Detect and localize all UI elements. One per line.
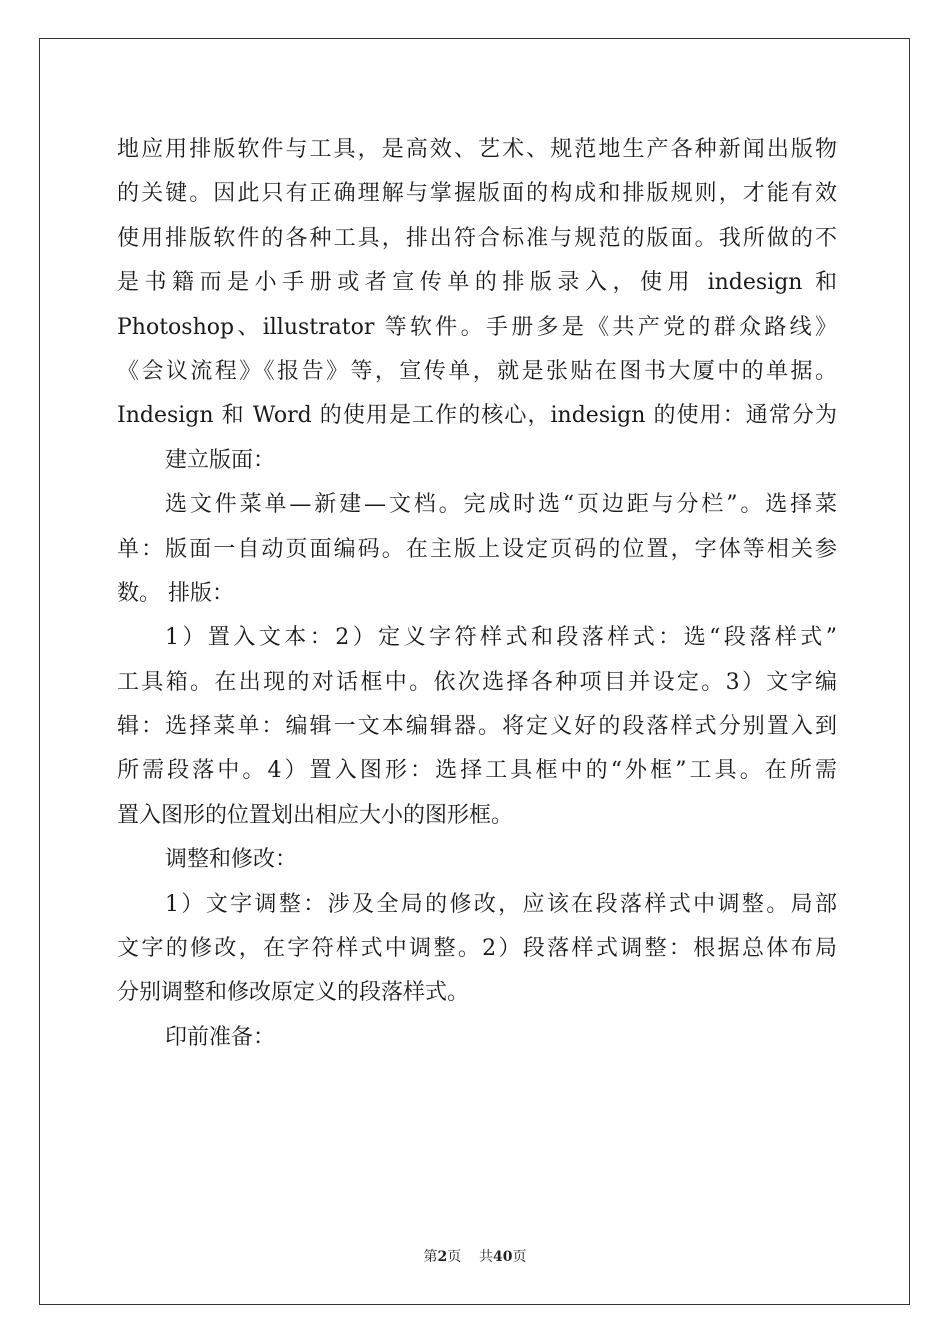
text-line: 1）置入文本：2）定义字符样式和段落样式：选“段落样式” [165, 625, 837, 651]
section-heading: 调整和修改： [165, 847, 298, 873]
text-line: 辑：选择菜单：编辑一文本编辑器。将定义好的段落样式分别置入到 [117, 714, 837, 740]
text-line: Photoshop、illustrator 等软件。手册多是《共产党的群众路线》 [117, 314, 837, 340]
text-line: 1）文字调整：涉及全局的修改，应该在段落样式中调整。局部 [165, 891, 837, 917]
text-line: 使用排版软件的各种工具，排出符合标准与规范的版面。我所做的不 [117, 225, 837, 251]
document-body [117, 128, 837, 1060]
text-line: 置入图形的位置划出相应大小的图形框。 [117, 802, 514, 828]
footer-page-suffix: 页 [447, 1249, 462, 1265]
footer-prefix: 第 [423, 1249, 438, 1265]
text-line: Indesign 和 Word 的使用是工作的核心，indesign 的使用：通常分为 [117, 403, 837, 429]
footer-total-prefix: 共 [479, 1249, 494, 1265]
text-line: 所需段落中。4）置入图形：选择工具框中的“外框”工具。在所需 [117, 758, 837, 784]
text-line: 《会议流程》《报告》等，宣传单，就是张贴在图书大厦中的单据。 [117, 358, 837, 384]
footer-total-suffix: 页 [512, 1249, 527, 1265]
text-line: 分别调整和修改原定义的段落样式。 [117, 980, 470, 1006]
footer-total-pages: 40 [493, 1249, 513, 1265]
text-line: 单：版面一自动页面编码。在主版上设定页码的位置，字体等相关参 [117, 536, 837, 562]
text-line: 数。 排版： [117, 580, 234, 606]
text-line: 的关键。因此只有正确理解与掌握版面的构成和排版规则，才能有效 [117, 181, 837, 207]
section-heading: 印前准备： [165, 1024, 276, 1050]
page-footer [0, 1246, 950, 1266]
text-line: 是书籍而是小手册或者宣传单的排版录入，使用 indesign 和 [117, 270, 837, 296]
text-line: 地应用排版软件与工具，是高效、艺术、规范地生产各种新闻出版物 [117, 137, 837, 162]
footer-page-number: 2 [437, 1249, 448, 1265]
section-heading: 建立版面： [165, 447, 276, 473]
text-line: 文字的修改，在字符样式中调整。2）段落样式调整：根据总体布局 [117, 936, 837, 962]
text-line: 选文件菜单—新建—文档。完成时选“页边距与分栏”。选择菜 [165, 492, 837, 518]
text-line: 工具箱。在出现的对话框中。依次选择各种项目并设定。3）文字编 [117, 669, 837, 695]
